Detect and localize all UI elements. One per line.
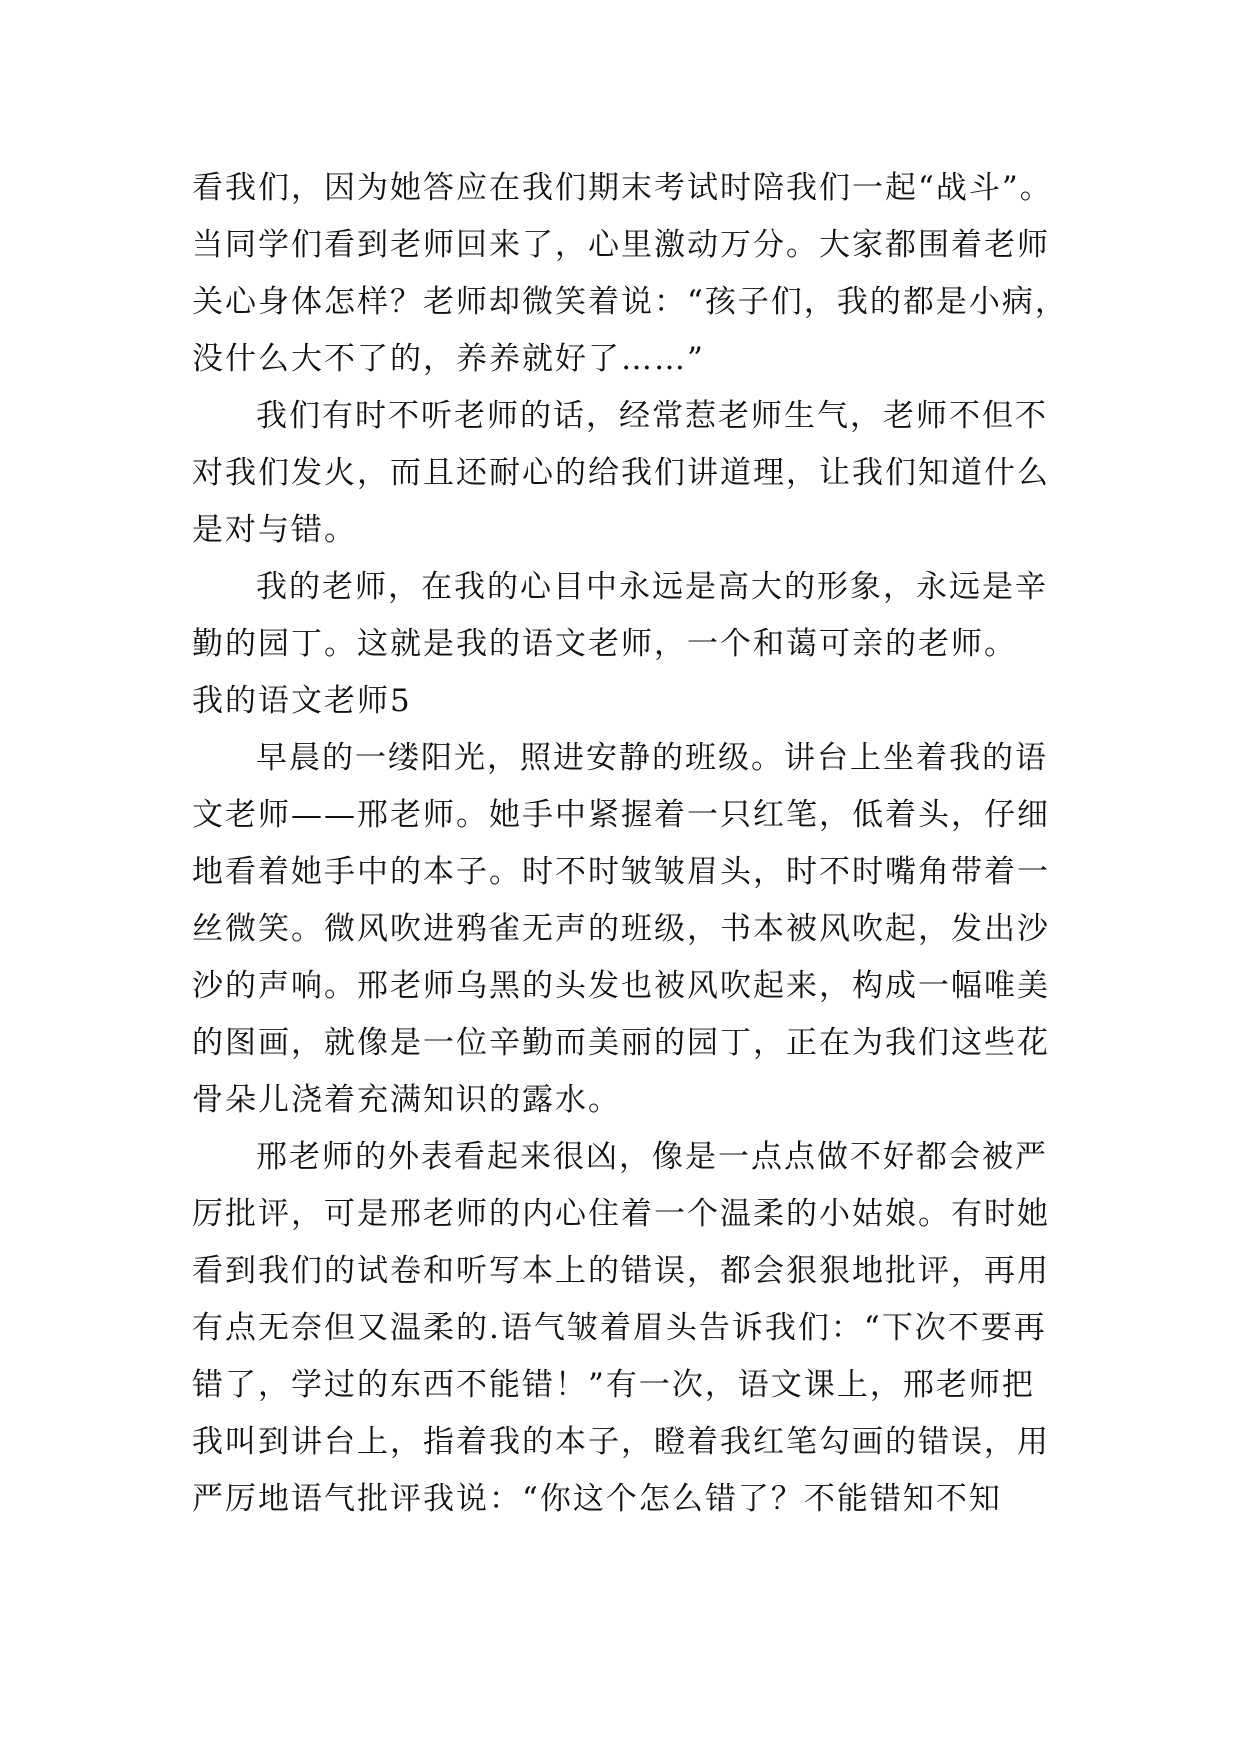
text-line: 我叫到讲台上，指着我的本子，瞪着我红笔勾画的错误，用: [192, 1424, 1050, 1460]
text-line: 丝微笑。微风吹进鸦雀无声的班级，书本被风吹起，发出沙: [192, 911, 1050, 947]
text-line: 严厉地语气批评我说：“你这个怎么错了？不能错知不知: [192, 1481, 1002, 1517]
text-line: 沙的声响。邢老师乌黑的头发也被风吹起来，构成一幅唯美: [192, 968, 1050, 1004]
section-heading: [192, 673, 1072, 730]
text-line: 看我们，因为她答应在我们期末考试时陪我们一起“战斗”。: [192, 170, 1053, 206]
text-line: 邢老师的外表看起来很凶，像是一点点做不好都会被严: [256, 1139, 1048, 1175]
text-line: 文老师——邢老师。她手中紧握着一只红笔，低着头，仔细: [192, 797, 1050, 833]
text-line: 看到我们的试卷和听写本上的错误，都会狠狠地批评，再用: [192, 1253, 1050, 1289]
paragraph: [192, 730, 1072, 1129]
text-line: 没什么大不了的，养养就好了……”: [192, 341, 705, 377]
text-line: 当同学们看到老师回来了，心里激动万分。大家都围着老师: [192, 227, 1050, 263]
text-line: 有点无奈但又温柔的.语气皱着眉头告诉我们：“下次不要再: [192, 1310, 1047, 1346]
heading-text: 我的语文老师5: [192, 683, 412, 719]
paragraph: [192, 388, 1072, 559]
text-line: 地看着她手中的本子。时不时皱皱眉头，时不时嘴角带着一: [192, 854, 1050, 890]
document-body: [192, 160, 1072, 1528]
text-line: 对我们发火，而且还耐心的给我们讲道理，让我们知道什么: [192, 455, 1050, 491]
text-line: 骨朵儿浇着充满知识的露水。: [192, 1082, 621, 1118]
text-line: 勤的园丁。这就是我的语文老师，一个和蔼可亲的老师。: [192, 626, 1017, 662]
text-line: 错了，学过的东西不能错！”有一次，语文课上，邢老师把: [192, 1367, 1035, 1403]
text-line: 早晨的一缕阳光，照进安静的班级。讲台上坐着我的语: [256, 740, 1048, 776]
text-line: 厉批评，可是邢老师的内心住着一个温柔的小姑娘。有时她: [192, 1196, 1050, 1232]
paragraph: [192, 160, 1072, 388]
paragraph: [192, 1129, 1072, 1528]
text-line: 是对与错。: [192, 512, 357, 548]
text-line: 的图画，就像是一位辛勤而美丽的园丁，正在为我们这些花: [192, 1025, 1050, 1061]
paragraph: [192, 559, 1072, 673]
text-line: 我们有时不听老师的话，经常惹老师生气，老师不但不: [256, 398, 1048, 434]
text-line: 关心身体怎样？老师却微笑着说：“孩子们，我的都是小病，: [192, 284, 1068, 320]
text-line: 我的老师，在我的心目中永远是高大的形象，永远是辛: [256, 569, 1048, 605]
